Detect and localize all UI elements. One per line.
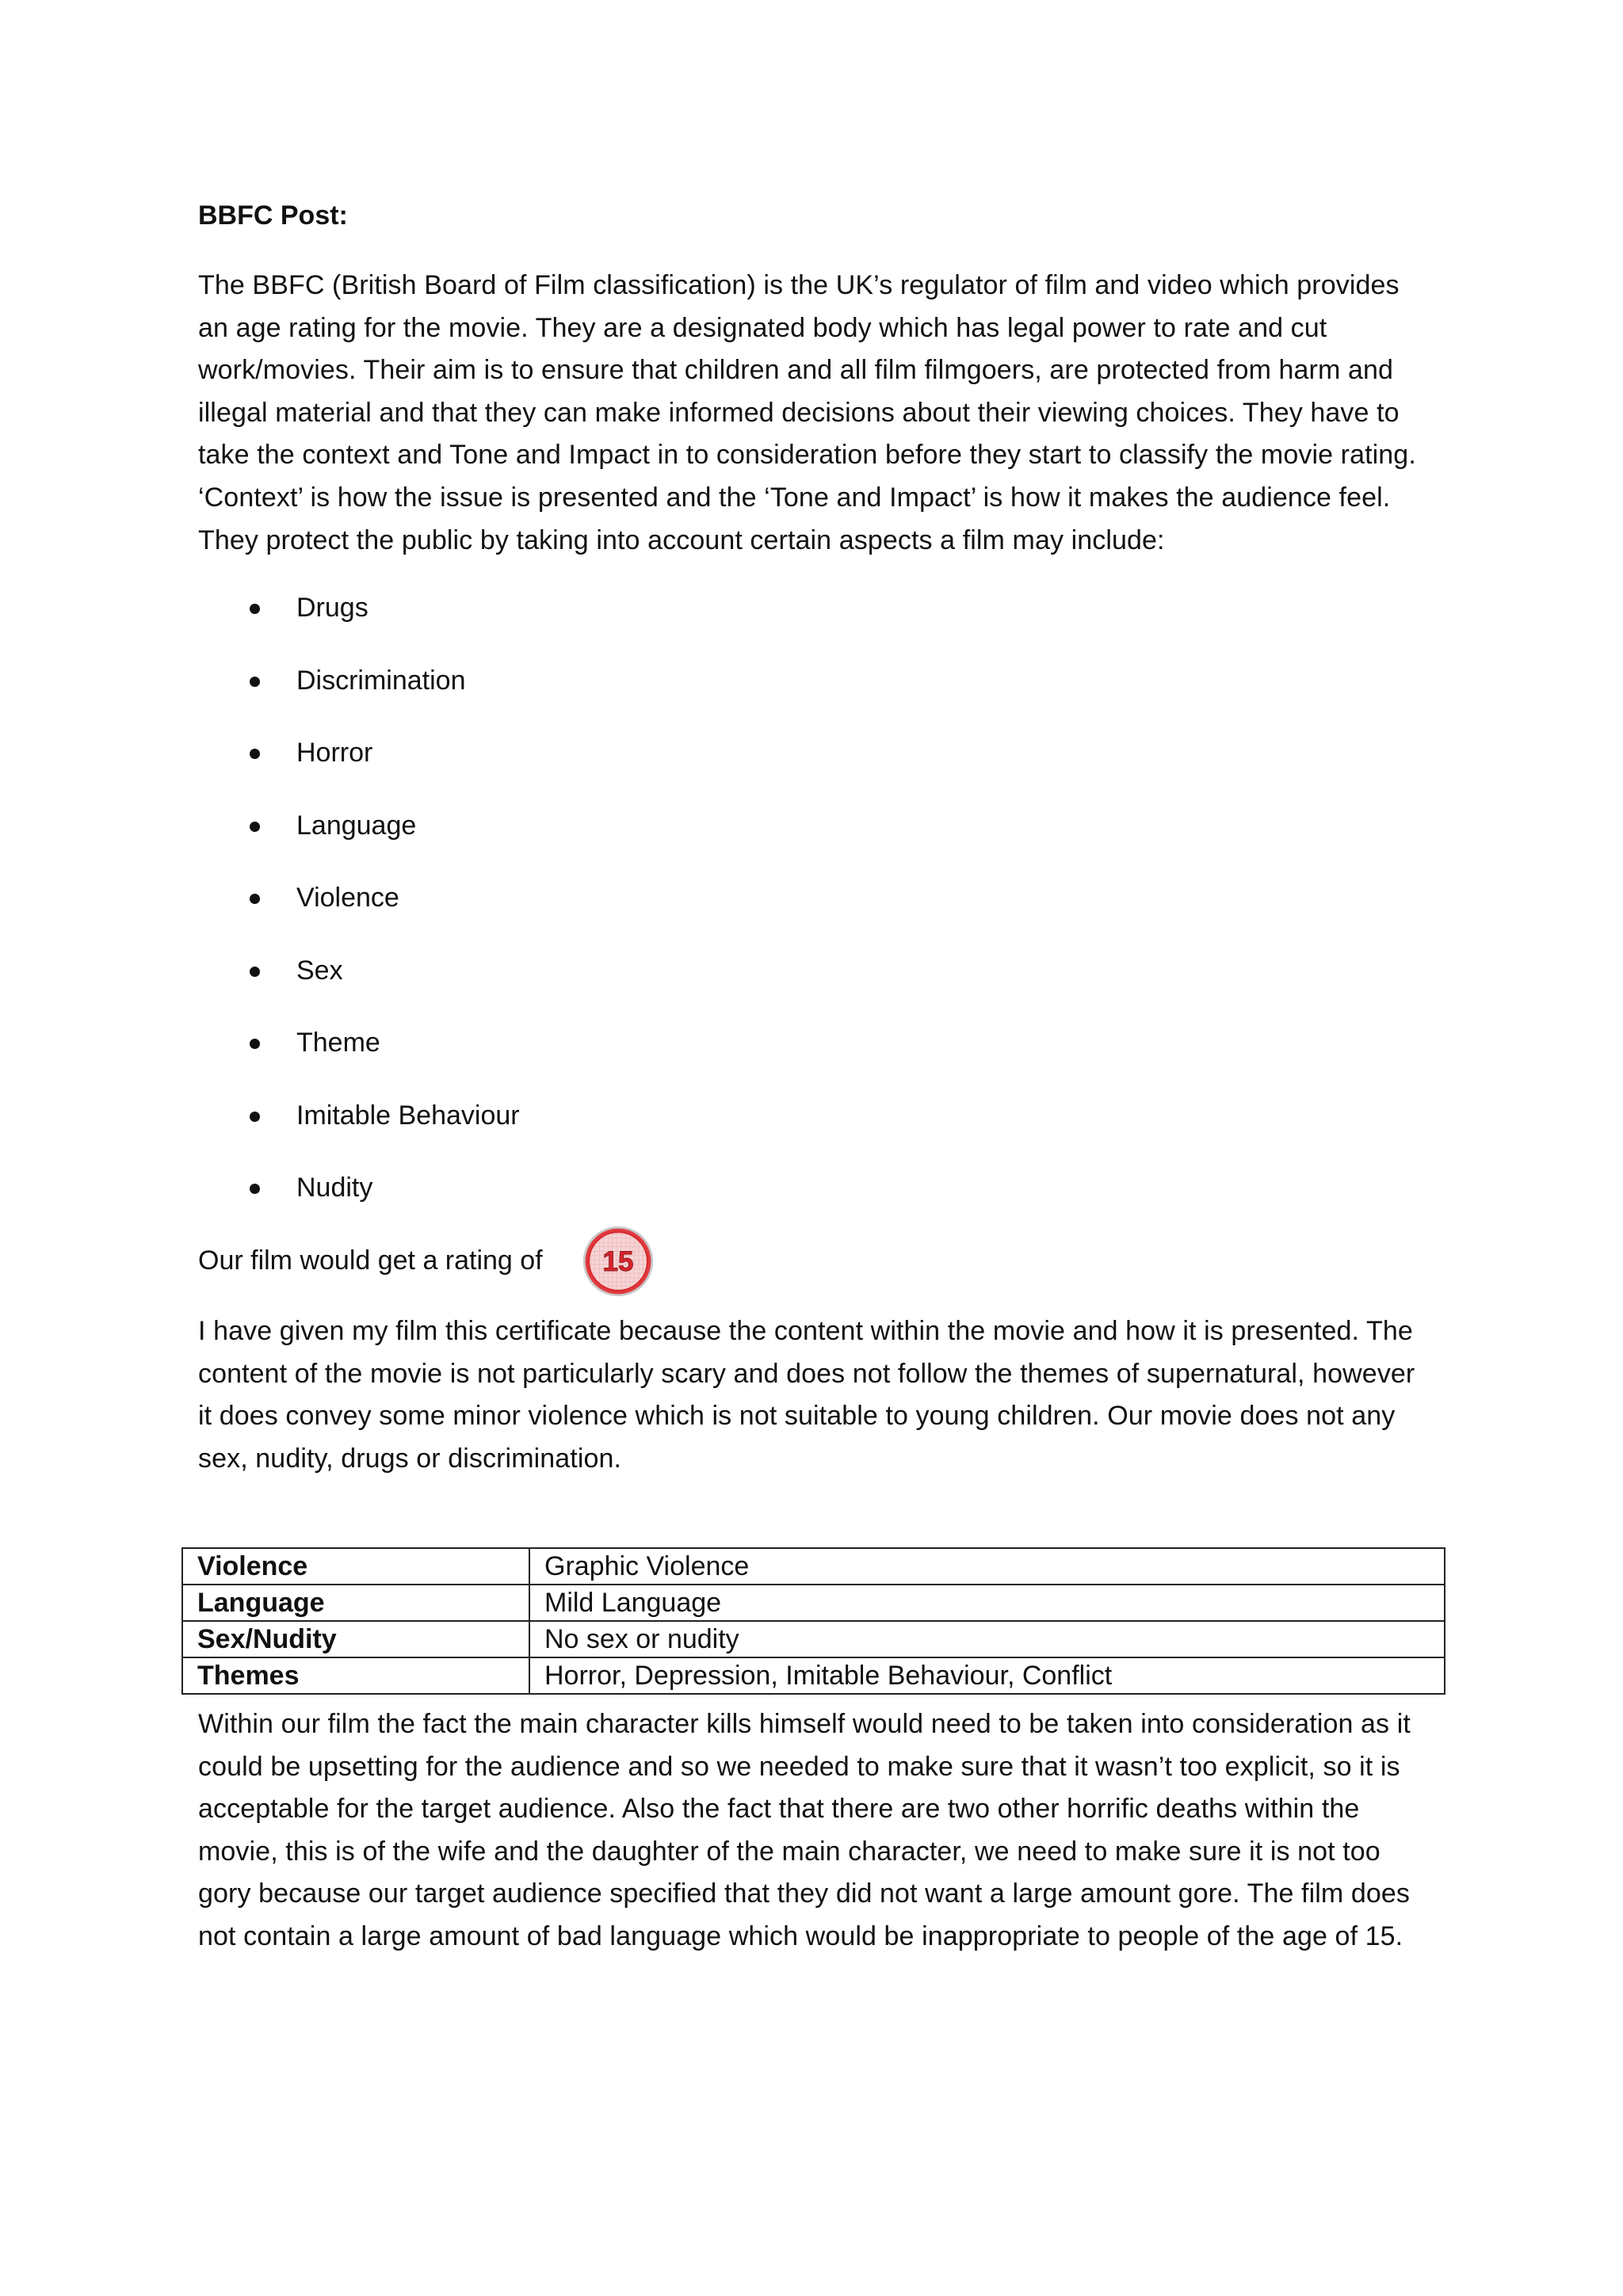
- table-category-cell: Language: [182, 1585, 529, 1621]
- list-item-label: Imitable Behaviour: [296, 1100, 520, 1131]
- bullet-icon: [250, 677, 260, 687]
- list-item-label: Language: [296, 810, 417, 841]
- certificate-paragraph: I have given my film this certificate because the content within the movie and how it is presented. The content of the movie is not particularly scary and does not follow the themes of supernatural, however it does convey some minor violence which is not suitable to young children. Our movie does not any sex, nudity, drugs or discrimination.: [198, 1316, 1415, 1474]
- content-rating-table: [181, 1547, 1445, 1695]
- list-item-label: Nudity: [296, 1173, 373, 1203]
- bullet-icon: [250, 822, 260, 832]
- bullet-icon: [250, 1039, 260, 1049]
- list-item-label: Violence: [296, 883, 399, 913]
- list-item-label: Horror: [296, 738, 373, 768]
- bullet-icon: [250, 749, 260, 759]
- table-detail-cell: Graphic Violence: [529, 1548, 1445, 1585]
- rating-sentence: Our film would get a rating of: [198, 1245, 543, 1276]
- document-heading: BBFC Post:: [198, 200, 348, 231]
- table-row: [182, 1585, 1445, 1621]
- final-paragraph: Within our film the fact the main character kills himself would need to be taken into consideration as it could be upsetting for the audience and so we needed to make sure that it wasn’t too explicit, so it is acceptable for the target audience. Also the fact that there are two other horrific deaths within the movie, this is of the wife and the daughter of the main character, we need to make sure it is not too gory because our target audience specified that they did not want a large amount gore. The film does not contain a large amount of bad language which would be inappropriate to people of the age of 15.: [198, 1709, 1411, 1951]
- table-category-cell: Sex/Nudity: [182, 1621, 529, 1657]
- intro-paragraph: The BBFC (British Board of Film classification) is the UK’s regulator of film and video which provides an age rating for the movie. They are a designated body which has legal power to rate and cut work/movies. Their aim is to ensure that children and all film filmgoers, are protected from harm and illegal material and that they can make informed decisions about their viewing choices. They have to take the context and Tone and Impact in to consideration before they start to classify the movie rating. ‘Context’ is how the issue is presented and the ‘Tone and Impact’ is how it makes the audience feel. They protect the public by taking into account certain aspects a film may include:: [198, 270, 1416, 555]
- table-category-cell: Themes: [182, 1657, 529, 1694]
- bullet-icon: [250, 894, 260, 904]
- table-detail-cell: Horror, Depression, Imitable Behaviour, Conflict: [529, 1657, 1445, 1694]
- bullet-icon: [250, 1184, 260, 1194]
- table-category-cell: Violence: [182, 1548, 529, 1585]
- list-item-label: Theme: [296, 1028, 380, 1058]
- rating-badge-value: 15: [602, 1245, 634, 1277]
- list-item-label: Sex: [296, 955, 343, 986]
- list-item-label: Discrimination: [296, 665, 466, 696]
- bullet-icon: [250, 967, 260, 977]
- table-row: [182, 1548, 1445, 1585]
- bbfc-15-rating-icon: [582, 1225, 655, 1298]
- table-row: [182, 1621, 1445, 1657]
- bullet-icon: [250, 604, 260, 614]
- bullet-icon: [250, 1112, 260, 1122]
- table-row: [182, 1657, 1445, 1694]
- table-detail-cell: Mild Language: [529, 1585, 1445, 1621]
- table-detail-cell: No sex or nudity: [529, 1621, 1445, 1657]
- list-item-label: Drugs: [296, 593, 369, 623]
